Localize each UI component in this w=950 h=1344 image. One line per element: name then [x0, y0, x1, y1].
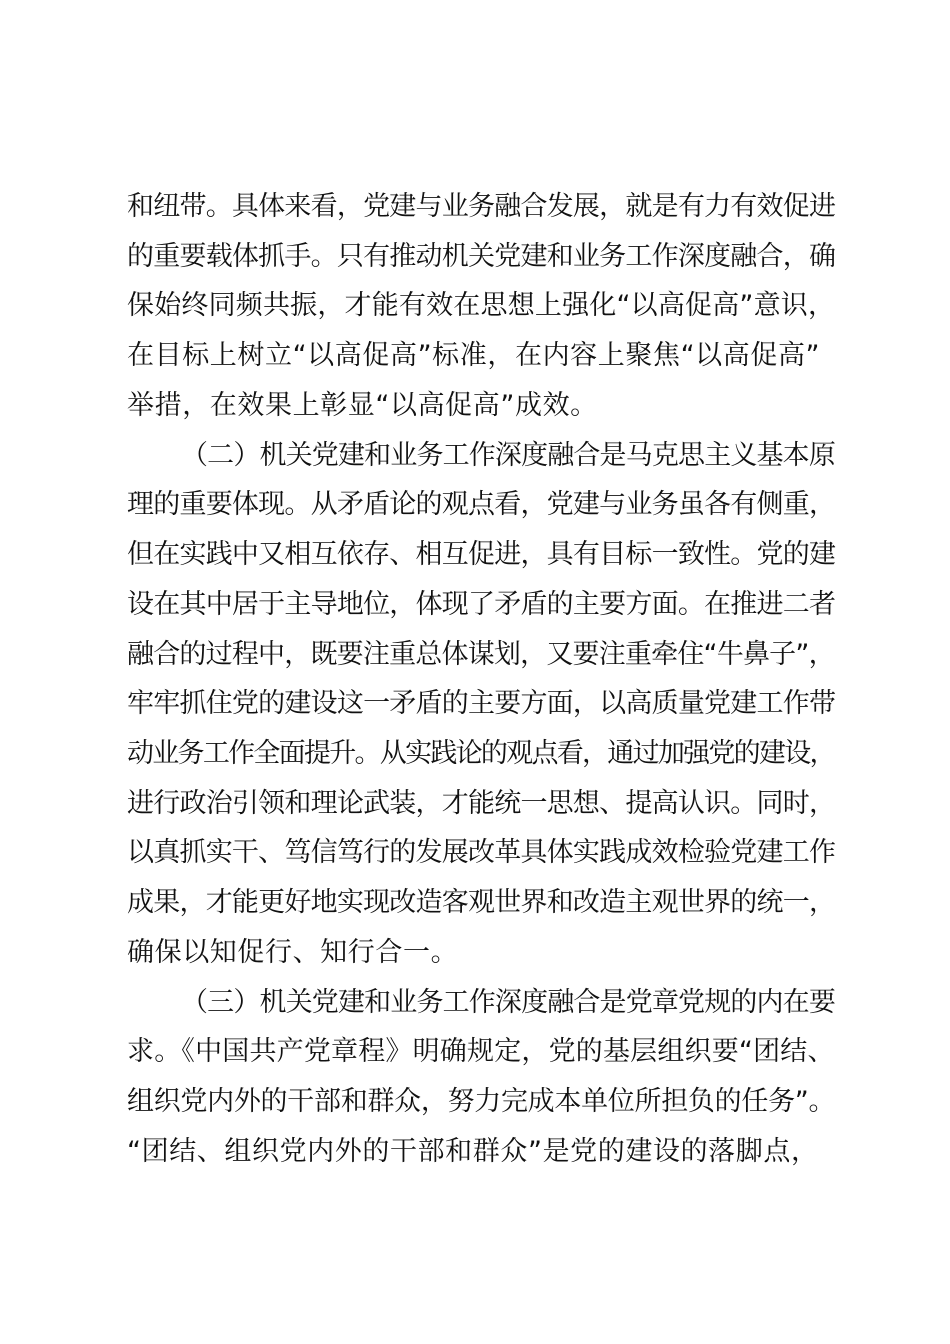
text-line-7: 理的重要体现。从矛盾论的观点看，党建与业务虽各有侧重，: [127, 489, 836, 520]
text-line-19: 组织党内外的干部和群众，努力完成本单位所担负的任务”。: [127, 1086, 836, 1117]
text-line-20: “团结、组织党内外的干部和群众”是党的建设的落脚点，: [127, 1136, 819, 1167]
text-line-17: （三）机关党建和业务工作深度融合是党章党规的内在要: [181, 987, 835, 1018]
text-line-15: 成果，才能更好地实现改造客观世界和改造主观世界的统一，: [127, 887, 836, 918]
text-line-16: 确保以知促行、知行合一。: [127, 937, 459, 968]
text-line-10: 融合的过程中，既要注重总体谋划，又要注重牵住“牛鼻子”，: [127, 639, 835, 670]
text-line-6: （二）机关党建和业务工作深度融合是马克思主义基本原: [181, 440, 835, 471]
text-line-5: 举措，在效果上彰显“以高促高”成效。: [127, 390, 598, 421]
text-line-14: 以真抓实干、笃信笃行的发展改革具体实践成效检验党建工作: [127, 837, 836, 868]
text-line-2: 的重要载体抓手。只有推动机关党建和业务工作深度融合，确: [127, 241, 836, 272]
text-line-3: 保始终同频共振，才能有效在思想上强化“以高促高”意识，: [127, 290, 836, 321]
text-line-4: 在目标上树立“以高促高”标准，在内容上聚焦“以高促高”: [127, 340, 821, 371]
text-line-12: 动业务工作全面提升。从实践论的观点看，通过加强党的建设，: [127, 738, 835, 769]
text-line-9: 设在其中居于主导地位，体现了矛盾的主要方面。在推进二者: [127, 589, 836, 620]
text-line-13: 进行政治引领和理论武装，才能统一思想、提高认识。同时，: [127, 788, 836, 819]
text-line-18: 求。《中国共产党章程》明确规定，党的基层组织要“团结、: [127, 1036, 835, 1067]
text-line-1: 和纽带。具体来看，党建与业务融合发展，就是有力有效促进: [127, 191, 836, 222]
text-line-8: 但在实践中又相互依存、相互促进，具有目标一致性。党的建: [127, 539, 836, 570]
text-line-11: 牢牢抓住党的建设这一矛盾的主要方面，以高质量党建工作带: [127, 688, 836, 719]
